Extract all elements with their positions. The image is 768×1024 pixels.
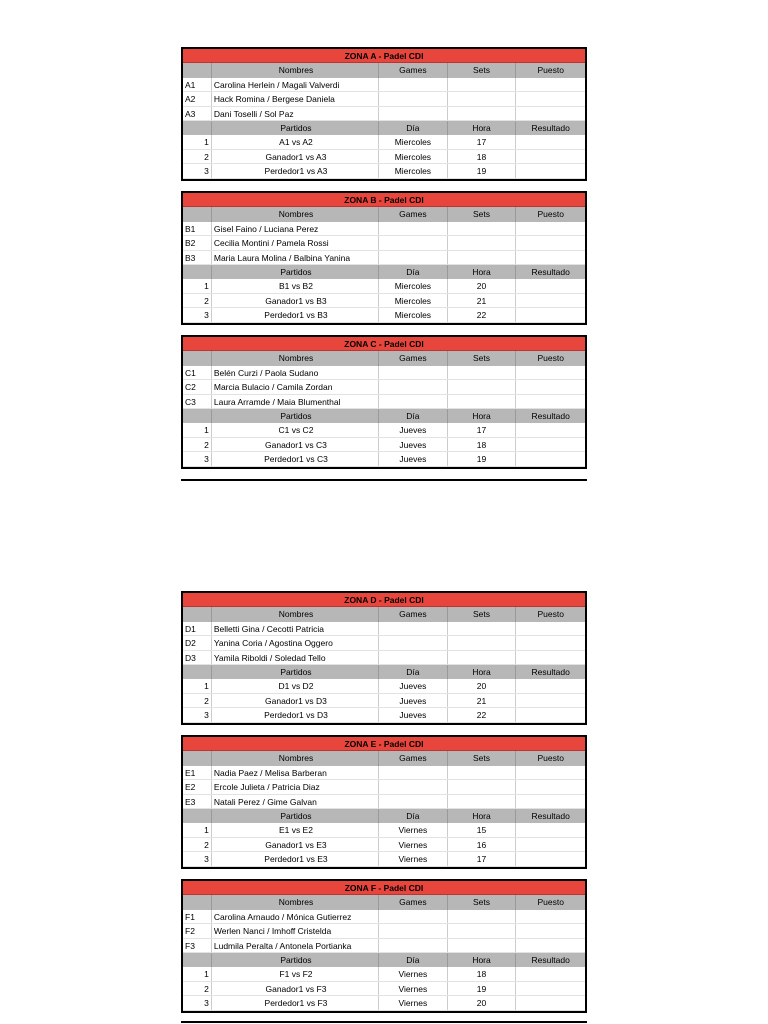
team-name: Werlen Nanci / Imhoff Cristelda bbox=[212, 924, 379, 937]
matches-header-row bbox=[183, 953, 585, 967]
match-hora: 20 bbox=[448, 279, 517, 292]
sets-cell[interactable] bbox=[448, 366, 517, 379]
team-row bbox=[183, 939, 585, 953]
team-name: Maria Laura Molina / Balbina Yanina bbox=[212, 251, 379, 264]
match-partido: Ganador1 vs D3 bbox=[212, 694, 379, 707]
match-partido: A1 vs A2 bbox=[212, 135, 379, 148]
team-id: F3 bbox=[183, 939, 212, 952]
match-partido: Perdedor1 vs D3 bbox=[212, 708, 379, 721]
matches-header-row bbox=[183, 665, 585, 679]
team-row bbox=[183, 236, 585, 250]
sets-cell[interactable] bbox=[448, 795, 517, 808]
match-row bbox=[183, 694, 585, 708]
puesto-cell[interactable] bbox=[516, 795, 585, 808]
match-number: 2 bbox=[183, 838, 212, 851]
sets-cell[interactable] bbox=[448, 939, 517, 952]
hora-header: Hora bbox=[448, 665, 517, 679]
resultado-cell[interactable] bbox=[516, 996, 585, 1009]
puesto-cell[interactable] bbox=[516, 395, 585, 408]
resultado-cell[interactable] bbox=[516, 708, 585, 721]
match-row bbox=[183, 982, 585, 996]
match-dia: Miercoles bbox=[379, 164, 448, 177]
match-row bbox=[183, 708, 585, 722]
games-cell[interactable] bbox=[379, 636, 448, 649]
zona-f-table bbox=[181, 879, 587, 1013]
match-hora: 18 bbox=[448, 967, 517, 980]
puesto-cell[interactable] bbox=[516, 939, 585, 952]
partidos-header: Partidos bbox=[212, 953, 379, 967]
match-partido: F1 vs F2 bbox=[212, 967, 379, 980]
hora-header: Hora bbox=[448, 409, 517, 423]
match-partido: Perdedor1 vs C3 bbox=[212, 452, 379, 465]
match-row bbox=[183, 823, 585, 837]
match-hora: 21 bbox=[448, 694, 517, 707]
match-row bbox=[183, 308, 585, 322]
sets-header: Sets bbox=[448, 607, 517, 621]
match-row bbox=[183, 452, 585, 466]
match-dia: Jueves bbox=[379, 423, 448, 436]
team-name: Belletti Gina / Cecotti Patricia bbox=[212, 622, 379, 635]
resultado-cell[interactable] bbox=[516, 452, 585, 465]
dia-header: Día bbox=[379, 409, 448, 423]
match-partido: Ganador1 vs E3 bbox=[212, 838, 379, 851]
match-hora: 22 bbox=[448, 708, 517, 721]
match-dia: Viernes bbox=[379, 838, 448, 851]
team-row bbox=[183, 780, 585, 794]
dia-header: Día bbox=[379, 121, 448, 135]
partidos-header: Partidos bbox=[212, 409, 379, 423]
match-dia: Jueves bbox=[379, 452, 448, 465]
team-id: D2 bbox=[183, 636, 212, 649]
games-cell[interactable] bbox=[379, 395, 448, 408]
match-partido: Perdedor1 vs A3 bbox=[212, 164, 379, 177]
team-name: Nadia Paez / Melisa Barberan bbox=[212, 766, 379, 779]
match-hora: 17 bbox=[448, 135, 517, 148]
resultado-cell[interactable] bbox=[516, 838, 585, 851]
match-row bbox=[183, 164, 585, 178]
games-header: Games bbox=[379, 607, 448, 621]
team-id: A3 bbox=[183, 107, 212, 120]
match-hora: 20 bbox=[448, 679, 517, 692]
sets-cell[interactable] bbox=[448, 222, 517, 235]
match-number: 3 bbox=[183, 164, 212, 177]
match-dia: Miercoles bbox=[379, 135, 448, 148]
resultado-cell[interactable] bbox=[516, 852, 585, 865]
team-row bbox=[183, 222, 585, 236]
team-name: Belén Curzi / Paola Sudano bbox=[212, 366, 379, 379]
dia-header: Día bbox=[379, 665, 448, 679]
match-hora: 19 bbox=[448, 982, 517, 995]
puesto-cell[interactable] bbox=[516, 236, 585, 249]
partidos-header: Partidos bbox=[212, 809, 379, 823]
puesto-header: Puesto bbox=[537, 897, 564, 908]
games-cell[interactable] bbox=[379, 910, 448, 923]
match-partido: E1 vs E2 bbox=[212, 823, 379, 836]
zona-title: ZONA B - Padel CDI bbox=[183, 193, 585, 207]
games-header: Games bbox=[379, 207, 448, 221]
zona-title: ZONA D - Padel CDI bbox=[183, 593, 585, 607]
resultado-cell[interactable] bbox=[516, 150, 585, 163]
team-id: A2 bbox=[183, 92, 212, 105]
nombres-header: Nombres bbox=[212, 751, 379, 765]
sets-header: Sets bbox=[448, 207, 517, 221]
hora-header: Hora bbox=[448, 265, 517, 279]
team-row bbox=[183, 380, 585, 394]
sets-cell[interactable] bbox=[448, 924, 517, 937]
resultado-cell[interactable] bbox=[516, 294, 585, 307]
games-cell[interactable] bbox=[379, 107, 448, 120]
match-hora: 17 bbox=[448, 852, 517, 865]
resultado-header: Resultado bbox=[531, 266, 570, 277]
nombres-header: Nombres bbox=[212, 207, 379, 221]
match-dia: Miercoles bbox=[379, 150, 448, 163]
games-cell[interactable] bbox=[379, 78, 448, 91]
resultado-header: Resultado bbox=[531, 122, 570, 133]
match-number: 2 bbox=[183, 982, 212, 995]
hora-header: Hora bbox=[448, 121, 517, 135]
games-cell[interactable] bbox=[379, 222, 448, 235]
sets-cell[interactable] bbox=[448, 651, 517, 664]
team-row bbox=[183, 92, 585, 106]
team-name: Ludmila Peralta / Antonela Portianka bbox=[212, 939, 379, 952]
games-header: Games bbox=[379, 63, 448, 77]
resultado-cell[interactable] bbox=[516, 823, 585, 836]
resultado-cell[interactable] bbox=[516, 308, 585, 321]
sets-cell[interactable] bbox=[448, 395, 517, 408]
puesto-cell[interactable] bbox=[516, 924, 585, 937]
team-row bbox=[183, 924, 585, 938]
match-number: 3 bbox=[183, 452, 212, 465]
team-id: B1 bbox=[183, 222, 212, 235]
puesto-cell[interactable] bbox=[516, 366, 585, 379]
puesto-header: Puesto bbox=[537, 353, 564, 364]
match-hora: 21 bbox=[448, 294, 517, 307]
games-cell[interactable] bbox=[379, 92, 448, 105]
team-name: Hack Romina / Bergese Daniela bbox=[212, 92, 379, 105]
sets-cell[interactable] bbox=[448, 236, 517, 249]
team-name: Laura Arramde / Maia Blumenthal bbox=[212, 395, 379, 408]
match-number: 2 bbox=[183, 438, 212, 451]
games-cell[interactable] bbox=[379, 651, 448, 664]
puesto-cell[interactable] bbox=[516, 766, 585, 779]
team-id: C3 bbox=[183, 395, 212, 408]
team-name: Gisel Faino / Luciana Perez bbox=[212, 222, 379, 235]
match-partido: Ganador1 vs C3 bbox=[212, 438, 379, 451]
team-id: A1 bbox=[183, 78, 212, 91]
team-row bbox=[183, 622, 585, 636]
match-hora: 19 bbox=[448, 452, 517, 465]
games-header: Games bbox=[379, 351, 448, 365]
puesto-cell[interactable] bbox=[516, 78, 585, 91]
puesto-cell[interactable] bbox=[516, 636, 585, 649]
resultado-header: Resultado bbox=[531, 666, 570, 677]
match-dia: Viernes bbox=[379, 982, 448, 995]
match-partido: Perdedor1 vs E3 bbox=[212, 852, 379, 865]
team-id: B3 bbox=[183, 251, 212, 264]
partidos-header: Partidos bbox=[212, 121, 379, 135]
matches-header-row bbox=[183, 265, 585, 279]
puesto-cell[interactable] bbox=[516, 222, 585, 235]
team-id: C1 bbox=[183, 366, 212, 379]
games-cell[interactable] bbox=[379, 622, 448, 635]
partidos-header: Partidos bbox=[212, 265, 379, 279]
nombres-header: Nombres bbox=[212, 607, 379, 621]
team-row bbox=[183, 651, 585, 665]
team-row bbox=[183, 636, 585, 650]
match-hora: 17 bbox=[448, 423, 517, 436]
resultado-header: Resultado bbox=[531, 410, 570, 421]
match-dia: Jueves bbox=[379, 438, 448, 451]
sets-cell[interactable] bbox=[448, 251, 517, 264]
match-number: 1 bbox=[183, 279, 212, 292]
resultado-header: Resultado bbox=[531, 954, 570, 965]
team-row bbox=[183, 366, 585, 380]
match-row bbox=[183, 423, 585, 437]
match-partido: Perdedor1 vs F3 bbox=[212, 996, 379, 1009]
resultado-cell[interactable] bbox=[516, 679, 585, 692]
team-name: Marcia Bulacio / Camila Zordan bbox=[212, 380, 379, 393]
sets-header: Sets bbox=[448, 751, 517, 765]
hora-header: Hora bbox=[448, 953, 517, 967]
games-header: Games bbox=[379, 895, 448, 909]
match-number: 3 bbox=[183, 996, 212, 1009]
match-hora: 19 bbox=[448, 164, 517, 177]
dia-header: Día bbox=[379, 809, 448, 823]
match-partido: C1 vs C2 bbox=[212, 423, 379, 436]
matches-header-row bbox=[183, 809, 585, 823]
team-row bbox=[183, 795, 585, 809]
match-number: 1 bbox=[183, 135, 212, 148]
team-id: E3 bbox=[183, 795, 212, 808]
sets-cell[interactable] bbox=[448, 636, 517, 649]
match-dia: Viernes bbox=[379, 967, 448, 980]
match-hora: 15 bbox=[448, 823, 517, 836]
match-row bbox=[183, 967, 585, 981]
games-cell[interactable] bbox=[379, 766, 448, 779]
resultado-cell[interactable] bbox=[516, 135, 585, 148]
team-row bbox=[183, 766, 585, 780]
team-row bbox=[183, 251, 585, 265]
puesto-cell[interactable] bbox=[516, 622, 585, 635]
match-partido: B1 vs B2 bbox=[212, 279, 379, 292]
match-number: 2 bbox=[183, 294, 212, 307]
zona-c-table bbox=[181, 335, 587, 469]
teams-header-row bbox=[183, 207, 585, 221]
match-dia: Viernes bbox=[379, 852, 448, 865]
puesto-cell[interactable] bbox=[516, 380, 585, 393]
match-row bbox=[183, 279, 585, 293]
team-id: D3 bbox=[183, 651, 212, 664]
match-number: 1 bbox=[183, 967, 212, 980]
match-partido: Perdedor1 vs B3 bbox=[212, 308, 379, 321]
hora-header: Hora bbox=[448, 809, 517, 823]
match-partido: Ganador1 vs B3 bbox=[212, 294, 379, 307]
team-id: D1 bbox=[183, 622, 212, 635]
resultado-cell[interactable] bbox=[516, 694, 585, 707]
zona-title: ZONA F - Padel CDI bbox=[183, 881, 585, 895]
match-hora: 18 bbox=[448, 438, 517, 451]
games-cell[interactable] bbox=[379, 795, 448, 808]
zona-title: ZONA A - Padel CDI bbox=[183, 49, 585, 63]
match-row bbox=[183, 135, 585, 149]
match-row bbox=[183, 679, 585, 693]
match-dia: Miercoles bbox=[379, 308, 448, 321]
sets-cell[interactable] bbox=[448, 910, 517, 923]
team-name: Carolina Arnaudo / Mónica Gutierrez bbox=[212, 910, 379, 923]
games-cell[interactable] bbox=[379, 366, 448, 379]
team-name: Cecilia Montini / Pamela Rossi bbox=[212, 236, 379, 249]
resultado-cell[interactable] bbox=[516, 279, 585, 292]
sets-header: Sets bbox=[448, 63, 517, 77]
games-cell[interactable] bbox=[379, 380, 448, 393]
teams-header-row bbox=[183, 63, 585, 77]
match-row bbox=[183, 150, 585, 164]
games-cell[interactable] bbox=[379, 236, 448, 249]
team-name: Ercole Julieta / Patricia Diaz bbox=[212, 780, 379, 793]
zona-e-table bbox=[181, 735, 587, 869]
sets-cell[interactable] bbox=[448, 78, 517, 91]
match-number: 2 bbox=[183, 150, 212, 163]
match-number: 1 bbox=[183, 823, 212, 836]
nombres-header: Nombres bbox=[212, 895, 379, 909]
puesto-header: Puesto bbox=[537, 609, 564, 620]
match-number: 2 bbox=[183, 694, 212, 707]
match-dia: Viernes bbox=[379, 823, 448, 836]
games-cell[interactable] bbox=[379, 939, 448, 952]
puesto-cell[interactable] bbox=[516, 251, 585, 264]
match-dia: Viernes bbox=[379, 996, 448, 1009]
match-dia: Jueves bbox=[379, 694, 448, 707]
team-name: Yamila Riboldi / Soledad Tello bbox=[212, 651, 379, 664]
team-row bbox=[183, 107, 585, 121]
teams-header-row bbox=[183, 351, 585, 365]
match-row bbox=[183, 996, 585, 1010]
match-number: 1 bbox=[183, 423, 212, 436]
matches-header-row bbox=[183, 121, 585, 135]
team-name: Yanina Coria / Agostina Oggero bbox=[212, 636, 379, 649]
team-name: Natali Perez / Gime Galvan bbox=[212, 795, 379, 808]
puesto-cell[interactable] bbox=[516, 910, 585, 923]
resultado-cell[interactable] bbox=[516, 438, 585, 451]
teams-header-row bbox=[183, 751, 585, 765]
games-header: Games bbox=[379, 751, 448, 765]
match-number: 1 bbox=[183, 679, 212, 692]
sets-cell[interactable] bbox=[448, 107, 517, 120]
sets-cell[interactable] bbox=[448, 622, 517, 635]
match-row bbox=[183, 438, 585, 452]
match-row bbox=[183, 294, 585, 308]
resultado-cell[interactable] bbox=[516, 967, 585, 980]
sets-header: Sets bbox=[448, 351, 517, 365]
partidos-header: Partidos bbox=[212, 665, 379, 679]
team-id: E2 bbox=[183, 780, 212, 793]
zona-title: ZONA C - Padel CDI bbox=[183, 337, 585, 351]
team-id: F1 bbox=[183, 910, 212, 923]
match-hora: 20 bbox=[448, 996, 517, 1009]
match-number: 3 bbox=[183, 852, 212, 865]
team-name: Carolina Herlein / Magali Valverdi bbox=[212, 78, 379, 91]
nombres-header: Nombres bbox=[212, 63, 379, 77]
match-hora: 22 bbox=[448, 308, 517, 321]
resultado-header: Resultado bbox=[531, 810, 570, 821]
match-number: 3 bbox=[183, 708, 212, 721]
sets-cell[interactable] bbox=[448, 766, 517, 779]
match-row bbox=[183, 852, 585, 866]
team-row bbox=[183, 78, 585, 92]
sets-cell[interactable] bbox=[448, 380, 517, 393]
zona-d-table bbox=[181, 591, 587, 725]
team-id: C2 bbox=[183, 380, 212, 393]
resultado-cell[interactable] bbox=[516, 423, 585, 436]
puesto-cell[interactable] bbox=[516, 92, 585, 105]
zona-b-table bbox=[181, 191, 587, 325]
match-dia: Miercoles bbox=[379, 279, 448, 292]
match-dia: Jueves bbox=[379, 708, 448, 721]
match-partido: Ganador1 vs A3 bbox=[212, 150, 379, 163]
team-id: F2 bbox=[183, 924, 212, 937]
games-cell[interactable] bbox=[379, 251, 448, 264]
team-id: E1 bbox=[183, 766, 212, 779]
zona-title: ZONA E - Padel CDI bbox=[183, 737, 585, 751]
match-dia: Miercoles bbox=[379, 294, 448, 307]
games-cell[interactable] bbox=[379, 780, 448, 793]
match-dia: Jueves bbox=[379, 679, 448, 692]
resultado-cell[interactable] bbox=[516, 164, 585, 177]
puesto-header: Puesto bbox=[537, 209, 564, 220]
match-number: 3 bbox=[183, 308, 212, 321]
puesto-header: Puesto bbox=[537, 753, 564, 764]
dia-header: Día bbox=[379, 265, 448, 279]
sets-cell[interactable] bbox=[448, 780, 517, 793]
section-end-line bbox=[181, 1021, 587, 1023]
section-end-line bbox=[181, 479, 587, 481]
matches-header-row bbox=[183, 409, 585, 423]
match-hora: 16 bbox=[448, 838, 517, 851]
puesto-cell[interactable] bbox=[516, 107, 585, 120]
match-hora: 18 bbox=[448, 150, 517, 163]
sets-cell[interactable] bbox=[448, 92, 517, 105]
team-row bbox=[183, 910, 585, 924]
puesto-cell[interactable] bbox=[516, 780, 585, 793]
team-id: B2 bbox=[183, 236, 212, 249]
dia-header: Día bbox=[379, 953, 448, 967]
puesto-cell[interactable] bbox=[516, 651, 585, 664]
games-cell[interactable] bbox=[379, 924, 448, 937]
match-partido: D1 vs D2 bbox=[212, 679, 379, 692]
team-row bbox=[183, 395, 585, 409]
teams-header-row bbox=[183, 607, 585, 621]
nombres-header: Nombres bbox=[212, 351, 379, 365]
team-name: Dani Toselli / Sol Paz bbox=[212, 107, 379, 120]
match-partido: Ganador1 vs F3 bbox=[212, 982, 379, 995]
puesto-header: Puesto bbox=[537, 65, 564, 76]
match-row bbox=[183, 838, 585, 852]
teams-header-row bbox=[183, 895, 585, 909]
resultado-cell[interactable] bbox=[516, 982, 585, 995]
zona-a-table bbox=[181, 47, 587, 181]
sets-header: Sets bbox=[448, 895, 517, 909]
